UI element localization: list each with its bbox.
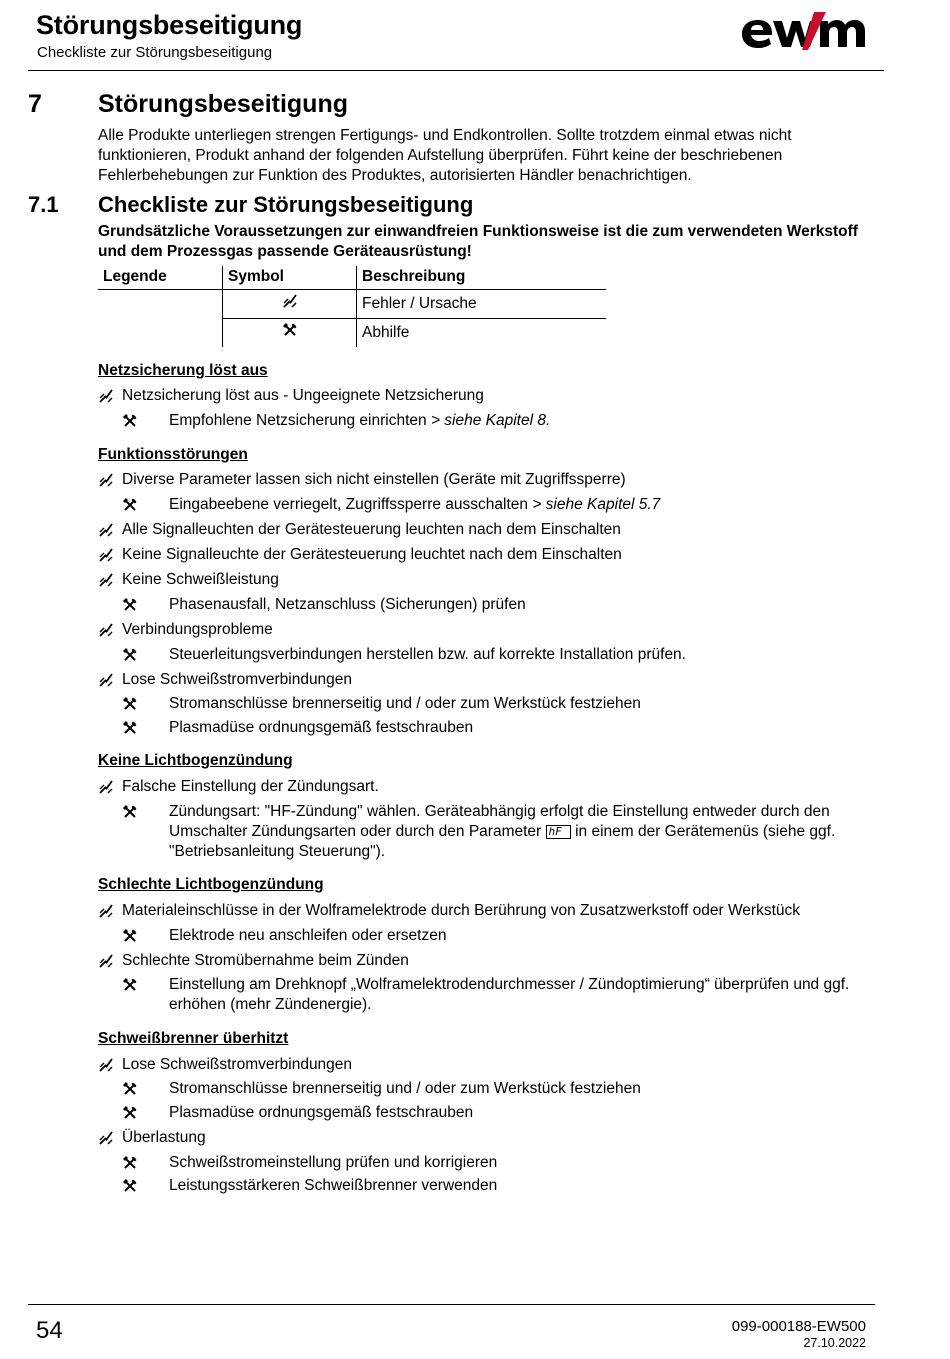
remedy-icon (122, 804, 138, 820)
chapter-title: Störungsbeseitigung (98, 90, 348, 118)
legend-description: Fehler / Ursache (357, 290, 607, 319)
remedy-icon (122, 1105, 138, 1121)
footer-rule (28, 1304, 875, 1305)
fault-icon (98, 547, 114, 563)
group-title-keine-lichtbogenzuendung: Keine Lichtbogenzündung (98, 752, 293, 769)
remedy-icon (122, 597, 138, 613)
remedy-icon (122, 1081, 138, 1097)
legend-row (98, 319, 606, 348)
group-title-schweissbrenner-ueberhitzt: Schweißbrenner überhitzt (98, 1030, 289, 1047)
remedy-icon (122, 497, 138, 513)
fault-icon (98, 472, 114, 488)
chapter-intro: Alle Produkte unterliegen strengen Fertigungs- und Endkontrollen. Sollte trotzdem einmal etwas nicht funktionieren, Produkt anhand der folgenden Aufstellung überprüfen. Führt keine der beschriebenen Fehlerbehebungen zur Funktion des Produktes, autorisierten Händler benachrichtigen. (98, 127, 792, 184)
document-number: 099-000188-EW500 (731, 1318, 866, 1335)
remedy-icon (122, 928, 138, 944)
section-title: Checkliste zur Störungsbeseitigung (98, 192, 474, 217)
ewm-logo (740, 4, 868, 52)
fault-icon (98, 388, 114, 404)
header-rule (28, 70, 884, 71)
header-subtitle: Checkliste zur Störungsbeseitigung (37, 44, 273, 61)
legend-header-symbol: Symbol (223, 266, 357, 290)
fault-icon (98, 622, 114, 638)
remedy-icon (122, 977, 138, 993)
hf-parameter-display: hF (546, 825, 571, 839)
document-date: 27.10.2022 (803, 1336, 866, 1350)
section-number: 7.1 (28, 192, 59, 217)
header-title: Störungsbeseitigung (36, 10, 303, 40)
fault-icon (98, 572, 114, 588)
remedy-icon (122, 413, 138, 429)
remedy-icon (122, 720, 138, 736)
remedy-icon (122, 1178, 138, 1194)
remedy-icon (122, 696, 138, 712)
chapter-reference: > siehe Kapitel 8. (430, 412, 551, 429)
remedy-icon (122, 647, 138, 663)
fault-icon (98, 672, 114, 688)
group-title-netzsicherung: Netzsicherung löst aus (98, 362, 268, 379)
chapter-number: 7 (28, 90, 42, 118)
legend-table (98, 266, 606, 347)
chapter-reference: > siehe Kapitel 5.7 (532, 496, 661, 513)
group-title-funktionsstoerungen: Funktionsstörungen (98, 446, 248, 463)
remedy-icon (122, 1155, 138, 1171)
remedy-icon (282, 322, 298, 338)
fault-icon (282, 293, 298, 309)
page-number: 54 (36, 1317, 63, 1344)
legend-description: Abhilfe (357, 319, 607, 348)
fault-icon (98, 903, 114, 919)
fault-icon (98, 522, 114, 538)
section-note: Grundsätzliche Voraussetzungen zur einwandfreien Funktionsweise ist die zum verwendeten Werkstoff und dem Prozessgas passende Geräteausrüstung! (98, 223, 858, 260)
legend-row (98, 290, 606, 319)
legend-header-legende: Legende (98, 266, 223, 290)
fault-icon (98, 1057, 114, 1073)
fault-icon (98, 1130, 114, 1146)
group-title-schlechte-lichtbogenzuendung: Schlechte Lichtbogenzündung (98, 876, 324, 893)
fault-icon (98, 953, 114, 969)
legend-header-beschreibung: Beschreibung (357, 266, 607, 290)
fault-icon (98, 779, 114, 795)
